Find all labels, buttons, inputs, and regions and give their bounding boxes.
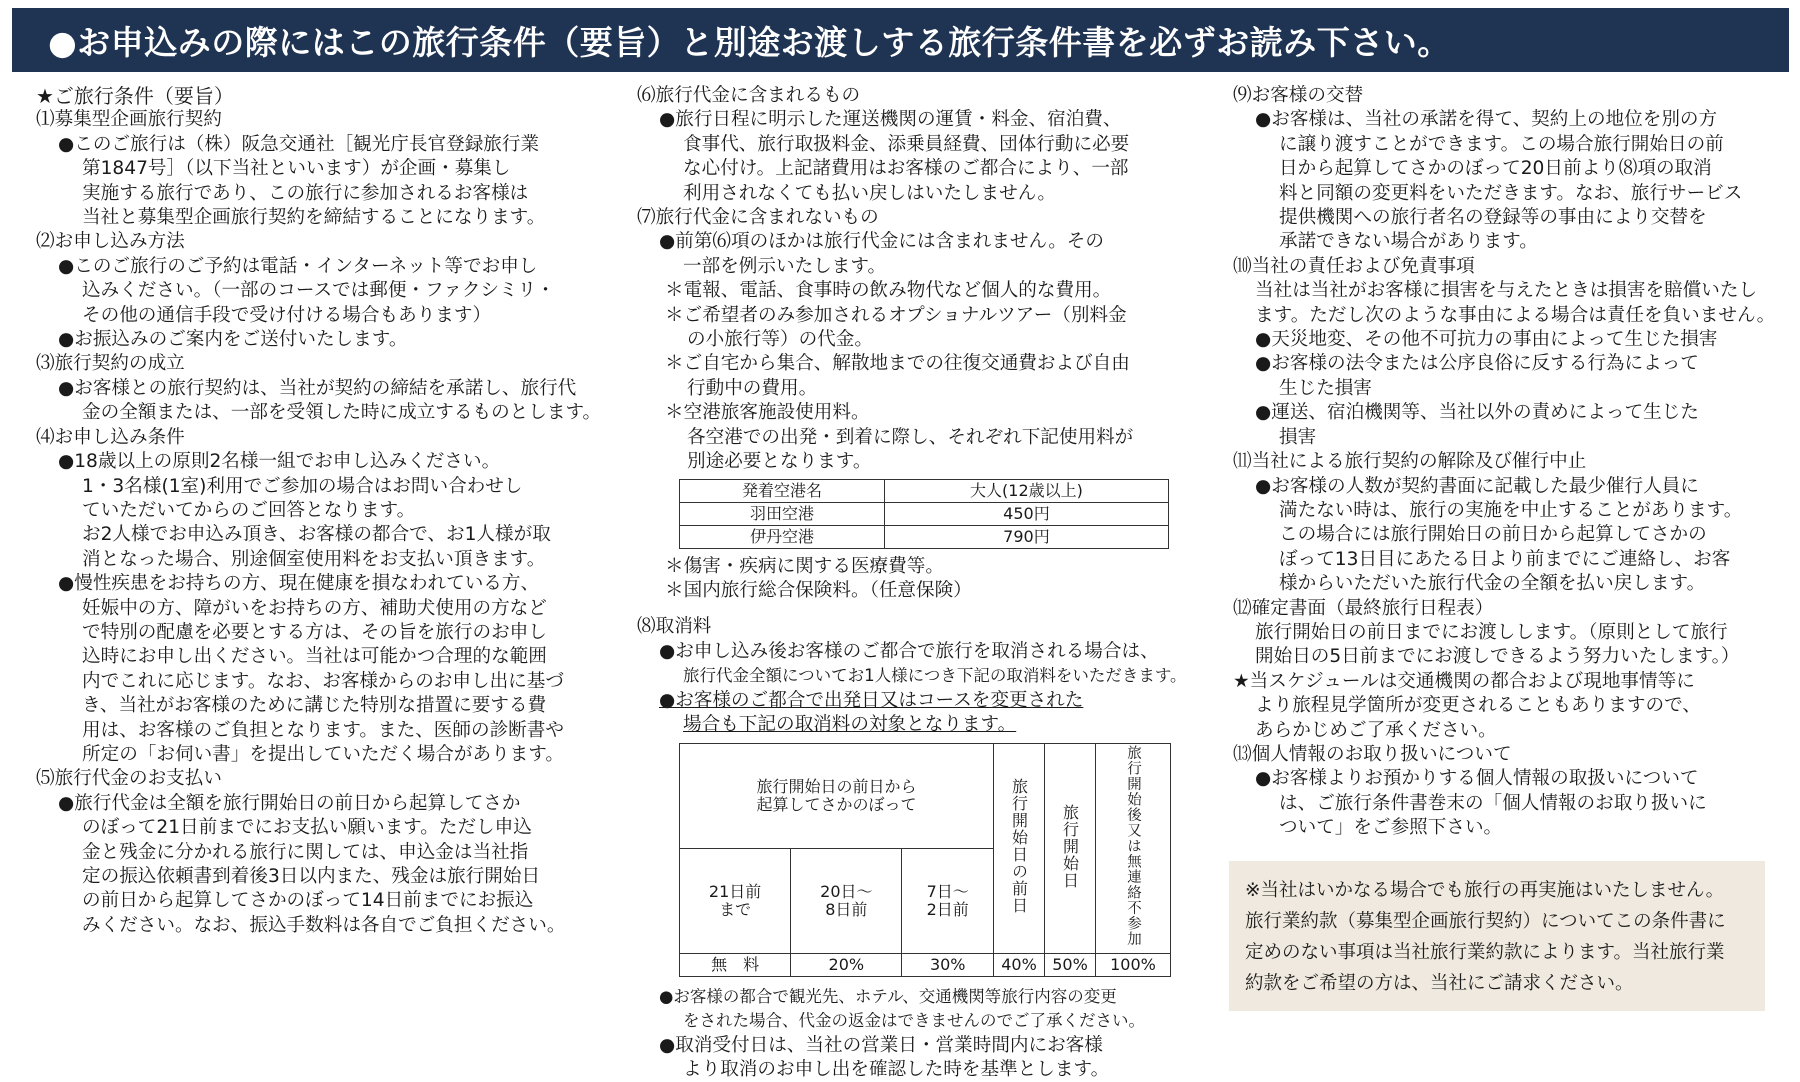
paragraph-line: ついて」をご参照下さい。 [1279,817,1503,839]
paragraph-line: 旅行代金全額についてお1人様につき下記の取消料をいただきます。 [683,666,1187,686]
paragraph-line: の小旅行等）の代金。 [687,329,873,351]
table-header-text: 旅行開始日の前日 [1009,778,1029,915]
notice-line: ※当社はいかなる場合でも旅行の再実施はいたしません。 [1245,879,1725,901]
table-row [680,502,1169,525]
paragraph-line: ●お客様よりお預かりする個人情報の取扱いについて [1255,768,1699,790]
paragraph-line: ＊ご自宅から集合、解散地までの往復交通費および自由 [665,353,1130,375]
paragraph-line: 当社と募集型企画旅行契約を締結することになります。 [82,207,546,229]
notice-box [1229,861,1765,1011]
table-header [994,744,1045,954]
paragraph-line: 実施する旅行であり、この旅行に参加されるお客様は [82,182,529,204]
section-heading: ⑵お申し込み方法 [36,231,185,253]
paragraph-line: より取消のお申し出を確認した時を基準とします。 [683,1059,1110,1081]
table-header-line: 旅行開始日の前日から [756,777,917,797]
section-heading: ⑿確定書面（最終旅行日程表） [1233,597,1494,619]
paragraph-line: ●このご旅行は（株）阪急交通社［観光庁長官登録旅行業 [58,133,540,155]
section-heading: ⑾当社による旅行契約の解除及び催行中止 [1233,451,1587,473]
table-header [680,744,994,849]
paragraph-line: 定の振込依頼書到着後3日以内また、残金は旅行開始日 [82,866,541,887]
table-header [680,849,791,954]
section-heading: ⑶旅行契約の成立 [36,353,185,375]
paragraph-line: ●運送、宿泊機関等、当社以外の責めによって生じた [1255,402,1699,424]
paragraph-line: 場合も下記の取消料の対象となります。 [683,713,1017,735]
column-3 [1233,84,1793,1011]
table-header [902,849,994,954]
table-row [680,525,1169,548]
section-heading: ⒀個人情報のお取り扱いについて [1233,743,1512,765]
paragraph-line: 込時にお申し出ください。当社は可能かつ合理的な範囲 [82,646,547,668]
paragraph-line: ●天災地変、その他不可抗力の事由によって生じた損害 [1255,329,1718,351]
paragraph-line: 損害 [1279,426,1317,448]
paragraph-line: 承諾できない場合があります。 [1279,231,1538,253]
paragraph-line: みください。なお、振込手数料は各自でご負担ください。 [82,914,566,936]
paragraph-line: 消となった場合、別途個室使用料をお支払い頂きます。 [82,548,546,570]
paragraph-line: 内でこれに応じます。なお、お客様からのお申し出に基づ [82,670,564,692]
table-header: 発着空港名 [680,479,885,502]
paragraph-line: ●お客様の法令または公序良俗に反する行為によって [1255,353,1699,375]
paragraph-line: 1・3名様(1室)利用でご参加の場合はお問い合わせし [82,475,523,497]
table-header-line: 21日前 [708,881,762,901]
paragraph-line: は、ご旅行条件書巻末の「個人情報のお取り扱いに [1279,792,1707,814]
table-header-line: 2日前 [926,899,969,919]
table-cell: 790円 [884,525,1168,548]
table-header [791,849,902,954]
section-heading: ⑼お客様の交替 [1233,85,1364,106]
paragraph-line: ●お客様の都合で観光先、ホテル、交通機関等旅行内容の変更 [659,986,1117,1006]
paragraph-line: 開始日の5日前までにお渡しできるよう努力いたします。） [1255,646,1740,668]
section-heading: ⑽当社の責任および免責事項 [1233,255,1475,277]
table-cell: 40% [994,953,1045,976]
paragraph-line: ●お客様との旅行契約は、当社が契約の締結を承諾し、旅行代 [58,377,577,399]
paragraph-line: あらかじめご了承ください。 [1255,719,1497,741]
section-heading: ⑺旅行代金に含まれないもの [637,207,879,229]
paragraph-line: 料と同額の変更料をいただきます。なお、旅行サービス [1279,182,1743,204]
paragraph-line: その他の通信手段で受け付ける場合もあります） [82,304,492,326]
table-header-line: 20日～ [820,881,873,901]
paragraph-line: 込みください。（一部のコースでは郵便・ファクシミリ・ [82,280,555,302]
paragraph-line: お2人様でお申込み頂き、お客様の都合で、お1人様が取 [82,524,551,546]
column-1 [36,84,606,938]
table-cell: 450円 [884,502,1168,525]
table-cell: 100% [1096,953,1171,976]
paragraph-line: 食事代、旅行取扱料金、添乗員経費、団体行動に必要 [683,133,1130,155]
paragraph-line: 別途必要となります。 [687,451,872,473]
paragraph-line: 第1847号］（以下当社といいます）が企画・募集し [82,158,511,180]
paragraph-line: 利用されなくても払い戻しはいたしません。 [683,182,1056,204]
airport-fee-table [679,479,1169,549]
paragraph-line: ＊国内旅行総合保険料。（任意保険） [665,579,972,601]
paragraph-line: 生じた損害 [1279,377,1372,399]
paragraph-line: より旅程見学箇所が変更されることもありますので、 [1255,695,1701,717]
paragraph-line: ●前第⑹項のほかは旅行代金には含まれません。その [659,231,1104,253]
paragraph-line: ぼって13日目にあたる日より前までにご連絡し、お客 [1279,548,1731,570]
table-cell: 20% [791,953,902,976]
table-cell: 伊丹空港 [680,525,885,548]
paragraph-line: ●お客様のご都合で出発日又はコースを変更された [659,689,1084,711]
section-heading: ⑹旅行代金に含まれるもの [637,85,861,106]
paragraph-line: ●このご旅行のご予約は電話・インターネット等でお申し [58,255,538,277]
table-cell: 50% [1045,953,1096,976]
paragraph-line: 提供機関への旅行者名の登録等の事由により交替を [1279,207,1707,229]
paragraph-line: ●取消受付日は、当社の営業日・営業時間内にお客様 [659,1034,1103,1056]
paragraph-line: ●旅行代金は全額を旅行開始日の前日から起算してさか [58,792,521,814]
paragraph-line: に譲り渡すことができます。この場合旅行開始日の前 [1279,133,1724,155]
paragraph-line: ★当スケジュールは交通機関の都合および現地事情等に [1233,670,1695,692]
paragraph-line: 用は、お客様のご負担となります。また、医師の診断書や [82,719,564,741]
paragraph-line: ていただいてからのご回答となります。 [82,499,416,521]
paragraph-line: ます。ただし次のような事由による場合は責任を負いません。 [1255,304,1776,326]
cancellation-fee-table [679,743,1171,977]
column-2 [637,84,1187,1082]
notice-line: 定めのない事項は当社旅行業約款によります。当社旅行業 [1245,941,1725,963]
paragraph-line: 当社は当社がお客様に損害を与えたときは損害を賠償いたし [1255,280,1758,302]
paragraph-line: 各空港での出発・到着に際し、それぞれ下記使用料が [687,426,1134,448]
paragraph-line: 金の全額または、一部を受領した時に成立するものとします。 [82,402,602,424]
paragraph-line: ●慢性疾患をお持ちの方、現在健康を損なわれている方、 [58,573,540,595]
table-header-line: 8日前 [825,899,868,919]
notice-line: 旅行業約款（募集型企画旅行契約）についてこの条件書に [1245,910,1726,932]
section-heading: ★ご旅行条件（要旨） [36,84,234,108]
paragraph-line: この場合には旅行開始日の前日から起算してさかの [1279,524,1707,546]
table-header: 大人(12歳以上) [884,479,1168,502]
paragraph-line: 所定の「お伺い書」を提出していただく場合があります。 [82,743,564,765]
paragraph-line: ●お客様の人数が契約書面に記載した最少催行人員に [1255,475,1699,497]
paragraph-line: をされた場合、代金の返金はできませんのでご了承ください。 [683,1011,1145,1031]
paragraph-line: ●お振込みのご案内をご送付いたします。 [58,329,408,351]
table-header-line: まで [719,899,752,919]
section-heading: ⑻取消料 [637,616,712,638]
paragraph-line: で特別の配慮を必要とする方は、その旨を旅行のお申し [82,621,547,643]
section-heading: ⑷お申し込み条件 [36,426,185,448]
paragraph-line: 旅行開始日の前日までにお渡しします。（原則として旅行 [1255,621,1728,643]
paragraph-line: の前日から起算してさかのぼって14日前までにお振込 [82,890,534,912]
table-row [680,953,1171,976]
paragraph-line: 一部を例示いたします。 [683,255,887,277]
paragraph-line: 妊娠中の方、障がいをお持ちの方、補助犬使用の方など [82,597,547,619]
table-header-text: 旅行開始日 [1060,803,1080,889]
paragraph-line: 様からいただいた旅行代金の全額を払い戻します。 [1279,573,1706,595]
table-header [1096,744,1171,954]
paragraph-line: ＊電報、電話、食事時の飲み物代など個人的な費用。 [665,280,1112,302]
paragraph-line: 日から起算してさかのぼって20日前より⑻項の取消 [1279,158,1712,180]
paragraph-line: ＊空港旅客施設使用料。 [665,402,870,424]
page-title: ●お申込みの際にはこの旅行条件（要旨）と別途お渡しする旅行条件書を必ずお読み下さい。 [48,22,1451,62]
table-header-line: 7日～ [926,881,969,901]
paragraph-line: 満たない時は、旅行の実施を中止することがあります。 [1279,499,1743,521]
notice-line: 約款をご希望の方は、当社にご請求ください。 [1245,972,1634,994]
table-cell: 羽田空港 [680,502,885,525]
table-header [1045,744,1096,954]
paragraph-line: ●旅行日程に明示した運送機関の運賃・料金、宿泊費、 [659,109,1122,131]
paragraph-line: き、当社がお客様のために講じた特別な措置に要する費 [82,695,547,717]
paragraph-line: ●お客様は、当社の承諾を得て、契約上の地位を別の方 [1255,109,1718,131]
table-cell: 30% [902,953,994,976]
table-header-text: 旅行開始後又は無連絡不参加 [1125,745,1141,947]
header-banner [12,8,1789,72]
section-heading: ⑴募集型企画旅行契約 [36,109,222,131]
paragraph-line: ●18歳以上の原則2名様一組でお申し込みください。 [58,451,501,473]
paragraph-line: ＊傷害・疾病に関する医療費等。 [665,555,944,577]
paragraph-line: 金と残金に分かれる旅行に関しては、申込金は当社指 [82,841,529,863]
paragraph-line: 行動中の費用。 [687,377,818,399]
paragraph-line: ＊ご希望者のみ参加されるオプショナルツアー（別料金 [665,304,1127,326]
paragraph-line: ●お申し込み後お客様のご都合で旅行を取消される場合は、 [659,640,1159,662]
table-cell: 無 料 [680,953,791,976]
table-header-line: 起算してさかのぼって [756,795,917,815]
paragraph-line: のぼって21日前までにお支払い願います。ただし申込 [82,817,532,839]
paragraph-line: な心付け。上記諸費用はお客様のご都合により、一部 [683,158,1129,180]
section-heading: ⑸旅行代金のお支払い [36,768,222,790]
